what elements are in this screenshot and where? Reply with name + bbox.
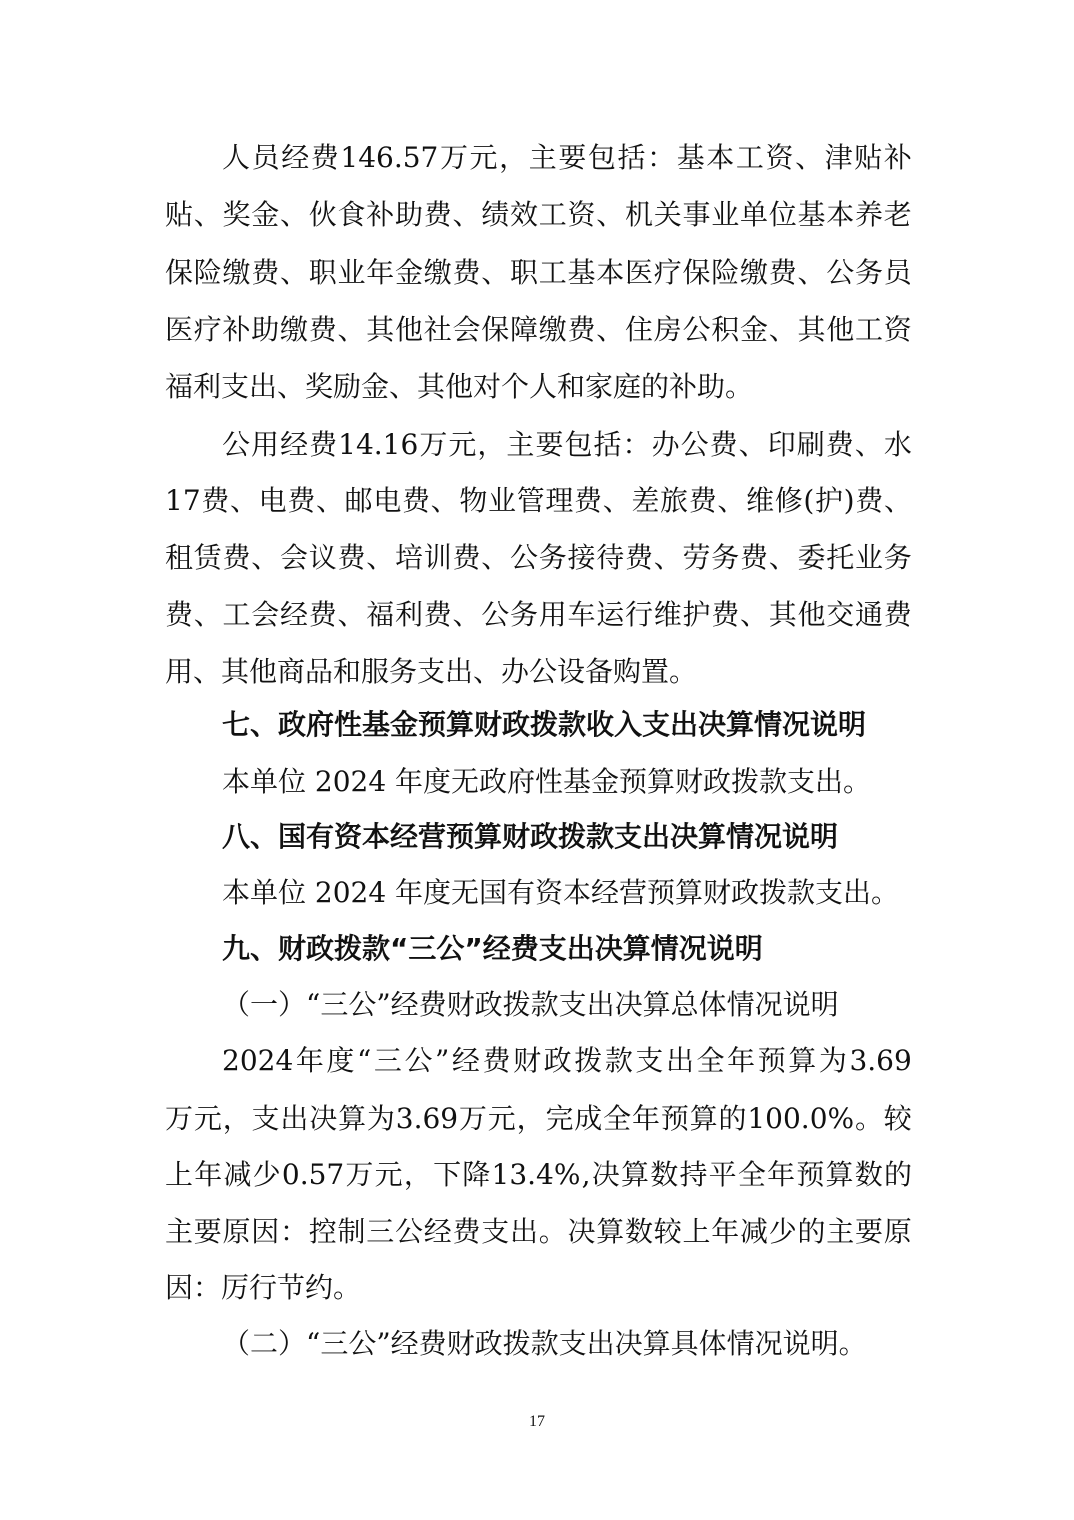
text-line: 万 元 ， 支 出 决 算 为 3.69 万 元 ， 完 成 全 年 预 算 的 100.0% 。 较 bbox=[165, 1102, 912, 1135]
section-heading: 七、政府性基金预算财政拨款收入支出决算情况说明 bbox=[222, 708, 867, 741]
text-line: 费 、 工 会 经 费 、 福 利 费 、 公 务 用 车 运 行 维 护 费 、 其 他 交 通 费 bbox=[165, 598, 912, 631]
text-line: 贴 、 奖 金 、 伙 食 补 助 费 、 绩 效 工 资 、 机 关 事 业 单 位 基 本 养 老 bbox=[165, 198, 912, 231]
text-line: 医 疗 补 助 缴 费 、 其 他 社 会 保 障 缴 费 、 住 房 公 积 金 、 其 他 工 资 bbox=[165, 313, 912, 346]
text-line: 福利支出、奖励金、其他对个人和家庭的补助。 bbox=[165, 370, 754, 403]
text-line: 本单位 2024 年度无国有资本经营预算财政拨款支出。 bbox=[222, 876, 900, 909]
section-heading: 八、国有资本经营预算财政拨款支出决算情况说明 bbox=[222, 820, 839, 853]
text-line: 17 费 、 电 费 、 邮 电 费 、 物 业 管 理 费 、 差 旅 费 、 维 修 ( 护 ) 费 、 bbox=[165, 484, 912, 517]
text-line: 上 年 减 少 0.57 万 元 ， 下 降 13.4% , 决 算 数 持 平 全 年 预 算 数 的 bbox=[165, 1158, 912, 1191]
text-line: （二）“三公”经费财政拨款支出决算具体情况说明。 bbox=[222, 1327, 867, 1360]
text-line: 因：厉行节约。 bbox=[165, 1271, 362, 1304]
text-line: 租 赁 费 、 会 议 费 、 培 训 费 、 公 务 接 待 费 、 劳 务 费 、 委 托 业 务 bbox=[165, 541, 912, 574]
text-line: 本单位 2024 年度无政府性基金预算财政拨款支出。 bbox=[222, 765, 872, 798]
section-heading: 九、财政拨款“三公”经费支出决算情况说明 bbox=[222, 932, 763, 965]
text-line: 用、其他商品和服务支出、办公设备购置。 bbox=[165, 655, 698, 688]
text-line: 公 用 经 费 14.16 万 元 ， 主 要 包 括 ： 办 公 费 、 印 刷 费 、 水 bbox=[222, 428, 912, 461]
text-line: 主 要 原 因 ： 控 制 三 公 经 费 支 出 。 决 算 数 较 上 年 减 少 的 主 要 原 bbox=[165, 1215, 912, 1248]
text-line: 人 员 经 费 146.57 万 元 ， 主 要 包 括 ： 基 本 工 资 、 津 贴 补 bbox=[222, 141, 912, 174]
page-number: 17 bbox=[529, 1413, 545, 1430]
text-line: （一）“三公”经费财政拨款支出决算总体情况说明 bbox=[222, 988, 839, 1021]
text-line: 保 险 缴 费 、 职 业 年 金 缴 费 、 职 工 基 本 医 疗 保 险 缴 费 、 公 务 员 bbox=[165, 256, 912, 289]
text-line: 2024 年 度 “ 三 公 ” 经 费 财 政 拨 款 支 出 全 年 预 算 为 3.69 bbox=[222, 1044, 912, 1077]
